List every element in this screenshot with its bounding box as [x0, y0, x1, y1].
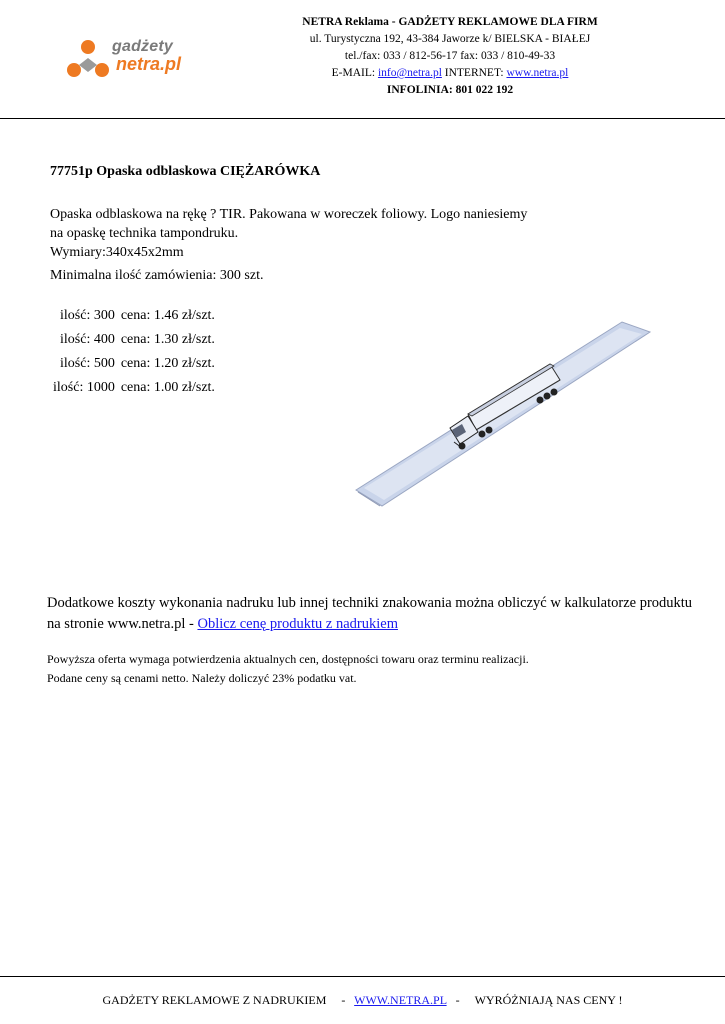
extra-costs-line-2 [47, 614, 717, 635]
footer-left-text: GADŻETY REKLAMOWE Z NADRUKIEM [102, 993, 327, 1007]
minimum-order: Minimalna ilość zamówienia: 300 szt. [50, 268, 264, 283]
note-confirmation: Powyższa oferta wymaga potwierdzenia aktualnych cen, dostępności towaru oraz terminu realizacji. [47, 652, 529, 666]
logo-text-netra: netra.pl [116, 54, 182, 74]
header-infolinia: INFOLINIA: 801 022 192 [386, 84, 514, 96]
header-address: ul. Turystyczna 192, 43-384 Jaworze k/ BIELSKA - BIAŁEJ [309, 33, 591, 45]
website-link[interactable]: www.netra.pl [506, 67, 569, 79]
extra-costs-text: na stronie www.netra.pl - [47, 616, 198, 632]
description-line-1: Opaska odblaskowa na rękę ? TIR. Pakowana w woreczek foliowy. Logo naniesiemy [50, 207, 528, 222]
description-line-2: na opaskę technika tampondruku. [50, 226, 239, 241]
footer-right-text: WYRÓŻNIAJĄ NAS CENY ! [474, 993, 623, 1007]
price-row [50, 308, 218, 332]
internet-label: INTERNET: [444, 67, 504, 79]
header-divider [0, 118, 725, 119]
price-qty: ilość: 300 [60, 308, 115, 323]
product-image [350, 318, 660, 518]
price-value: cena: 1.20 zł/szt. [120, 356, 215, 371]
header-company-name: NETRA Reklama - GADŻETY REKLAMOWE DLA FIRM [302, 16, 598, 28]
price-value: cena: 1.30 zł/szt. [120, 332, 215, 347]
header-phone: tel./fax: 033 / 812-56-17 fax: 033 / 810-49-33 [344, 50, 556, 62]
price-value: cena: 1.00 zł/szt. [120, 380, 215, 395]
logo-mark-icon [64, 38, 112, 84]
price-table [50, 308, 218, 404]
price-row [50, 332, 218, 356]
extra-costs-info [47, 593, 717, 635]
price-qty: ilość: 500 [60, 356, 115, 371]
footer-separator: - [341, 993, 346, 1007]
note-net-prices: Podane ceny są cenami netto. Należy doliczyć 23% podatku vat. [47, 671, 357, 685]
product-dimensions: Wymiary:340x45x2mm [50, 245, 184, 260]
email-link[interactable]: info@netra.pl [377, 67, 442, 79]
page-footer [0, 993, 725, 1008]
footer-divider [0, 976, 725, 977]
company-header [280, 14, 620, 99]
product-title: 77751p Opaska odblaskowa CIĘŻARÓWKA [50, 164, 321, 179]
extra-costs-line-1: Dodatkowe koszty wykonania nadruku lub innej techniki znakowania można obliczyć w kalkulatorze produktu [47, 595, 693, 611]
price-row [50, 356, 218, 380]
calculate-price-link[interactable]: Oblicz cenę produktu z nadrukiem [197, 616, 398, 632]
netra-logo [64, 38, 204, 84]
logo-text-gadzety: gadżety [112, 38, 173, 55]
price-row [50, 380, 218, 404]
footer-separator: - [455, 993, 460, 1007]
footer-website-link[interactable]: WWW.NETRA.PL [354, 993, 447, 1007]
price-qty: ilość: 1000 [53, 380, 115, 395]
offer-notes [47, 650, 717, 688]
product-description [50, 205, 570, 262]
price-qty: ilość: 400 [60, 332, 115, 347]
price-value: cena: 1.46 zł/szt. [120, 308, 215, 323]
email-label: E-MAIL: [331, 67, 376, 79]
header-contact-links [280, 65, 620, 82]
